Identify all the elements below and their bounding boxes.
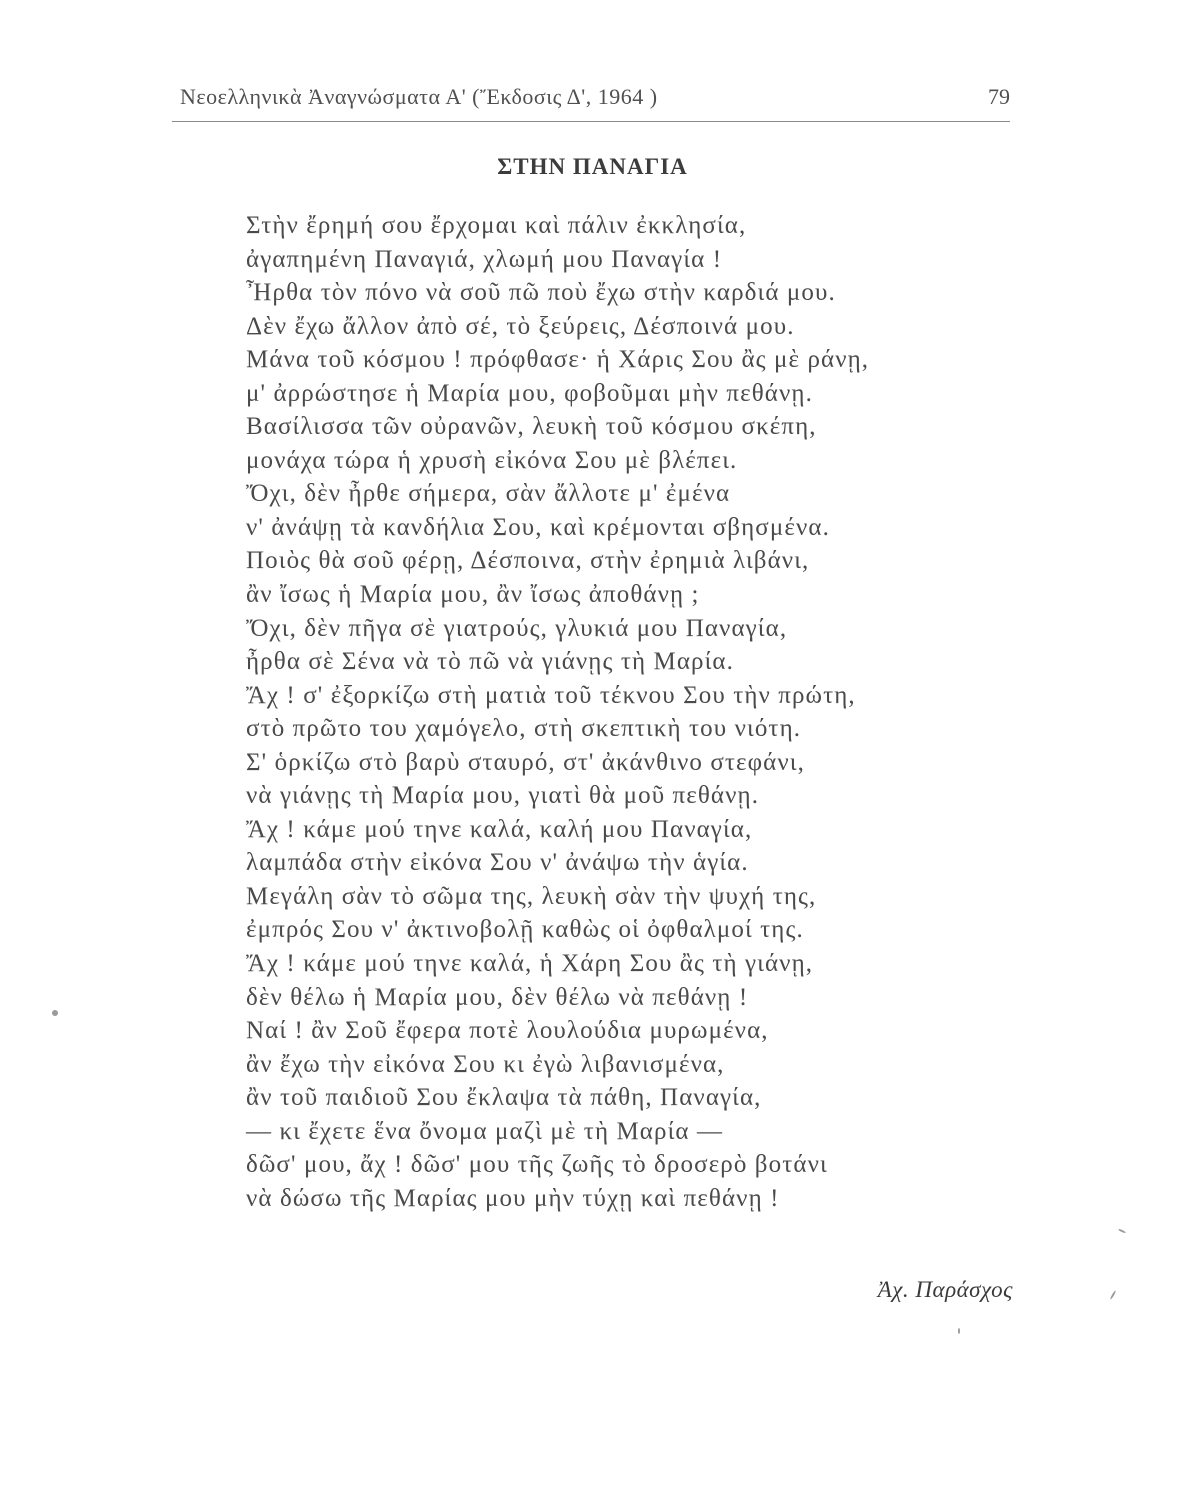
scan-speck (1110, 1290, 1117, 1300)
poem-line: Δὲν ἔχω ἄλλον ἀπὸ σέ, τὸ ξεύρεις, Δέσποινά μου. (246, 312, 795, 340)
poem-body (246, 209, 1006, 1215)
poem-line: νὰ δώσω τῆς Μαρίας μου μὴν τύχῃ καὶ πεθάνῃ ! (246, 1184, 780, 1212)
poem-line: Στὴν ἔρημή σου ἔρχομαι καὶ πάλιν ἐκκλησία, (246, 212, 747, 239)
poem-line: ἐμπρός Σου ν' ἀκτινοβολῇ καθὼς οἱ ὀφθαλμοί της. (246, 916, 804, 944)
poem-line: μ' ἀρρώστησε ἡ Μαρία μου, φοβοῦμαι μὴν πεθάνῃ. (246, 379, 813, 407)
book-info: Νεοελληνικὰ Ἀναγνώσματα Α' (Ἔκδοσις Δ', 1964 ) (180, 84, 658, 109)
poem-line: Ποιὸς θὰ σοῦ φέρῃ, Δέσποινα, στὴν ἐρημιὰ λιβάνι, (246, 547, 810, 575)
poem-line: δῶσ' μου, ἄχ ! δῶσ' μου τῆς ζωῆς τὸ δροσερὸ βοτάνι (246, 1151, 828, 1179)
running-head (180, 84, 1010, 114)
poem-line: Ἄχ ! κάμε μού τηνε καλά, καλή μου Παναγία, (246, 815, 753, 843)
poem-line: Ἄχ ! κάμε μού τηνε καλά, ἡ Χάρη Σου ἂς τὴ γιάνῃ, (246, 950, 814, 978)
scan-speck (958, 1328, 960, 1334)
poem-line: Μεγάλη σὰν τὸ σῶμα της, λευκὴ σὰν τὴν ψυχή της, (246, 882, 817, 910)
poem-line: ἀγαπημένη Παναγιά, χλωμή μου Παναγία ! (246, 245, 723, 273)
poem-line: ν' ἀνάψῃ τὰ κανδήλια Σου, καὶ κρέμονται σβησμένα. (246, 513, 830, 541)
poem-line: Σ' ὁρκίζω στὸ βαρὺ σταυρό, στ' ἀκάνθινο στεφάνι, (246, 748, 805, 776)
poem-line: Ναί ! ἂν Σοῦ ἔφερα ποτὲ λουλούδια μυρωμένα, (246, 1017, 769, 1045)
page-number: 79 (988, 84, 1010, 109)
header-rule (172, 121, 1010, 122)
scan-speck (1118, 1228, 1126, 1233)
poem-line: λαμπάδα στὴν εἰκόνα Σου ν' ἀνάψω τὴν ἁγία. (246, 849, 749, 877)
poem-line: Βασίλισσα τῶν οὐρανῶν, λευκὴ τοῦ κόσμου σκέπη, (246, 413, 817, 441)
poem-line: Ὄχι, δὲν πῆγα σὲ γιατρούς, γλυκιά μου Παναγία, (246, 614, 788, 642)
poem-line: ἂν τοῦ παιδιοῦ Σου ἔκλαψα τὰ πάθη, Παναγία, (246, 1084, 762, 1112)
poem-line: Μάνα τοῦ κόσμου ! πρόφθασε· ἡ Χάρις Σου ἂς μὲ ράνῃ, (246, 346, 870, 374)
poem-line: δὲν θέλω ἡ Μαρία μου, δὲν θέλω νὰ πεθάνῃ ! (246, 983, 749, 1011)
poem-line: μονάχα τώρα ἡ χρυσὴ εἰκόνα Σου μὲ βλέπει. (246, 446, 738, 474)
poem-line: Ἦρθα τὸν πόνο νὰ σοῦ πῶ ποὺ ἔχω στὴν καρδιά μου. (246, 279, 836, 307)
poem-line: ἂν ἴσως ἡ Μαρία μου, ἂν ἴσως ἀποθάνῃ ; (246, 581, 700, 609)
scan-speck (52, 1010, 58, 1016)
poem-line: στὸ πρῶτο του χαμόγελο, στὴ σκεπτικὴ του νιότη. (246, 715, 802, 743)
poem-title: ΣΤΗΝ ΠΑΝΑΓΙΑ (497, 154, 688, 179)
author-signature: Ἀχ. Παράσχος (877, 1277, 1013, 1302)
poem-line: ἂν ἔχω τὴν εἰκόνα Σου κι ἐγὼ λιβανισμένα, (246, 1050, 725, 1078)
poem-line: — κι ἔχετε ἕνα ὄνομα μαζὶ μὲ τὴ Μαρία — (246, 1117, 724, 1145)
poem-line: Ὄχι, δὲν ἦρθε σήμερα, σὰν ἄλλοτε μ' ἐμένα (246, 480, 731, 508)
poem-line: Ἄχ ! σ' ἐξορκίζω στὴ ματιὰ τοῦ τέκνου Σου τὴν πρώτη, (246, 681, 856, 709)
poem-line: ἦρθα σὲ Σένα νὰ τὸ πῶ νὰ γιάνῃς τὴ Μαρία. (246, 648, 734, 676)
poem-line: νὰ γιάνῃς τὴ Μαρία μου, γιατὶ θὰ μοῦ πεθάνῃ. (246, 782, 760, 810)
